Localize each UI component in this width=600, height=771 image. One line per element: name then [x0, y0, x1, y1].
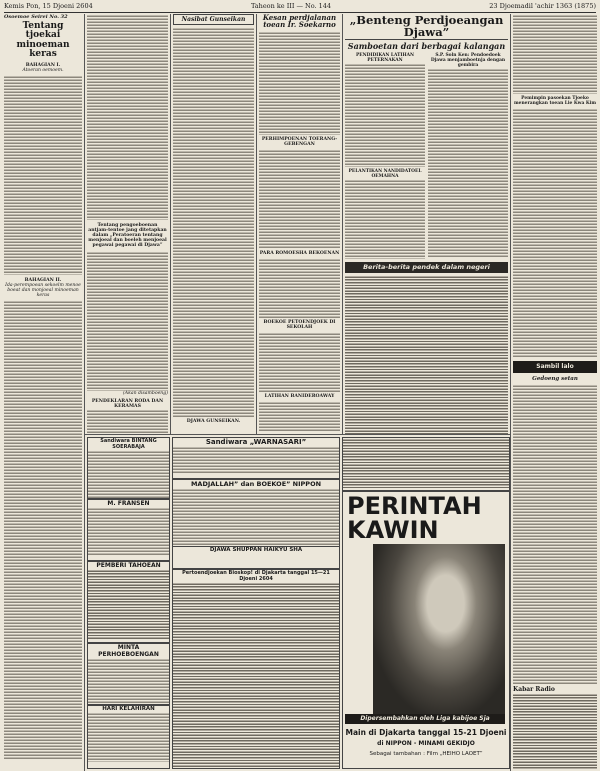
chapter-2-heading: BAHAGIAN II.: [24, 277, 62, 283]
subheading-4-3: BOEKOE PETOENDJOEK DI SEKOLAH: [263, 319, 336, 330]
column-4-body-3: [259, 258, 340, 318]
footer-heading: PENDEKLARAN RODA DAN KERAMAS: [91, 399, 164, 409]
ad-madjallah-nippon: MADJALLAH” dan BOEKOE” NIPPON DJAWA SHUPPAN HAIKYU SHA: [172, 479, 340, 569]
column-3-body: [173, 27, 254, 417]
banner-short-news: Berita-berita pendek dalam negeri: [345, 262, 508, 273]
subheading-4-4: LATIHAN BANIDEROAWAY: [264, 393, 335, 399]
column-4-body-5: [259, 401, 340, 431]
subheadline-samboetan: Samboetan dari berbagai kalangan: [347, 41, 506, 52]
film-dates: Main di Djakarta tanggal 15-21 Djoeni: [345, 728, 507, 737]
to-be-continued: (Akan disamboeng): [122, 391, 168, 396]
radio-listing: [513, 693, 597, 769]
article-body-part-2: [4, 300, 82, 760]
column-4-body-2: [259, 149, 340, 249]
ad-bioskop-schedule: Pertoendjoekan Bioskop! di Djakarta tanggal 15—21 Djoeni 2604: [172, 569, 340, 769]
column-4-body-1: [259, 31, 340, 135]
masthead-hijri-date: 23 Djoemadil 'achir 1363 (1875): [489, 2, 596, 10]
subheading-4-2: PARA ROMOESHA BEKOENAN: [259, 250, 340, 256]
subheading-soln-ken: S.P. Soln Ken: Pendoedoek Djawa menjamboetnja dengan gembira: [430, 52, 506, 68]
short-news-body: [345, 275, 508, 434]
ad-warnasari: Sandiwara „WARNASARI”: [172, 437, 340, 479]
film-extra: Sebagai tambahan : Film „HEIHO LAOET”: [369, 751, 483, 757]
signoff-gunseikan: DJAWA GUNSEIKAN.: [186, 419, 241, 424]
column-5-body-2: [345, 179, 425, 259]
heading-kabar-radio: Kabar Radio: [513, 686, 555, 693]
ordinance-number: Osoemoe Seirei No. 32: [4, 14, 68, 20]
column-right: [513, 14, 597, 769]
article-title-liquor: Tentang tjoekai minoeman keras: [16, 21, 70, 60]
ad-pemberi-tahoean: PEMBERI TAHOEAN: [87, 561, 170, 643]
masthead-issue: Taheon ke III — No. 144: [250, 2, 332, 10]
column-2-body-middle: [87, 251, 168, 391]
film-poster-photo: [373, 544, 505, 714]
right-body-1: [513, 14, 597, 94]
column-3: [173, 14, 254, 434]
chapter-1-heading: BAHAGIAN I.: [25, 62, 61, 68]
heading-soekarno-trip: Kesan perdjalanan toean Ir. Soekarno: [262, 14, 337, 30]
chapter-2-subheading: Ida-perempoean sekoelm menoe boeat dan monjoeal minoeman keras: [5, 282, 81, 298]
heading-gunseikan: Nasibat Gunseikan: [173, 14, 254, 25]
ad-sandiwara-soerabaja: Sandiwara BINTANG SOERABAJA: [87, 437, 170, 499]
masthead-date: Kemis Pon, 15 Djoeni 2604: [4, 2, 93, 10]
column-4: [259, 14, 340, 434]
section-heading-regulation: Tentang pengoeboenan antjam-tentoe jang ditetapkan dalam „Peratoeran tentang menjoeal dan boeleh menjoeal pegawai pegawai di Djawa”: [88, 223, 167, 248]
headline-benteng: „Benteng Perdjoeangan Djawa”: [345, 14, 508, 40]
chapter-1-subheading: Atoeran oemoem.: [22, 67, 64, 73]
column-2-body-bottom: [87, 409, 168, 434]
column-5-body-3: [428, 68, 508, 258]
subheading-pelantikan: PELANTIKAN NANDIDATOEL OEMAHNA: [348, 168, 422, 179]
ad-m-fransen: M. FRANSEN: [87, 499, 170, 561]
masthead: [4, 2, 596, 13]
subheading-tjoeko: Pemimpin pasoekan Tjoeko menerangkan toean Lie Kwa Kim: [514, 96, 596, 106]
right-body-2: [513, 108, 597, 358]
column-2: [87, 14, 168, 434]
column-4-body-4: [259, 332, 340, 392]
sambil-lalu-banner: Sambil lalo: [513, 361, 597, 373]
ad-hari-kelahiran: HARI KELAHIRAN: [87, 705, 170, 769]
article-body-part-1: [4, 75, 82, 275]
column-5: [345, 14, 508, 434]
film-caption: Dipersembahkan oleh Liga kabijoe Sja: [345, 714, 505, 724]
ad-notice-top: [342, 437, 510, 491]
film-venue: di NIPPON - MINAMI GEKIDJO: [377, 740, 475, 747]
column-2-body-top: [87, 14, 168, 220]
subheading-4-1: PERHIMPOENAN TOERANG-GEBENGAN: [261, 136, 338, 147]
ad-film-perintah-kawin: [342, 491, 510, 769]
film-title: PERINTAH KAWIN: [347, 492, 482, 544]
column-5-body-1: [345, 63, 425, 167]
right-body-3: [513, 384, 597, 684]
column-1: [4, 14, 82, 769]
subheading-peternakan: PENDIDIKAN LATIHAN PETERNAKAN: [355, 52, 415, 63]
ad-minta-perhoeboengan: MINTA PERHOEBOENGAN: [87, 643, 170, 705]
heading-gedoeng-setan: Gedoeng setan: [532, 376, 578, 382]
